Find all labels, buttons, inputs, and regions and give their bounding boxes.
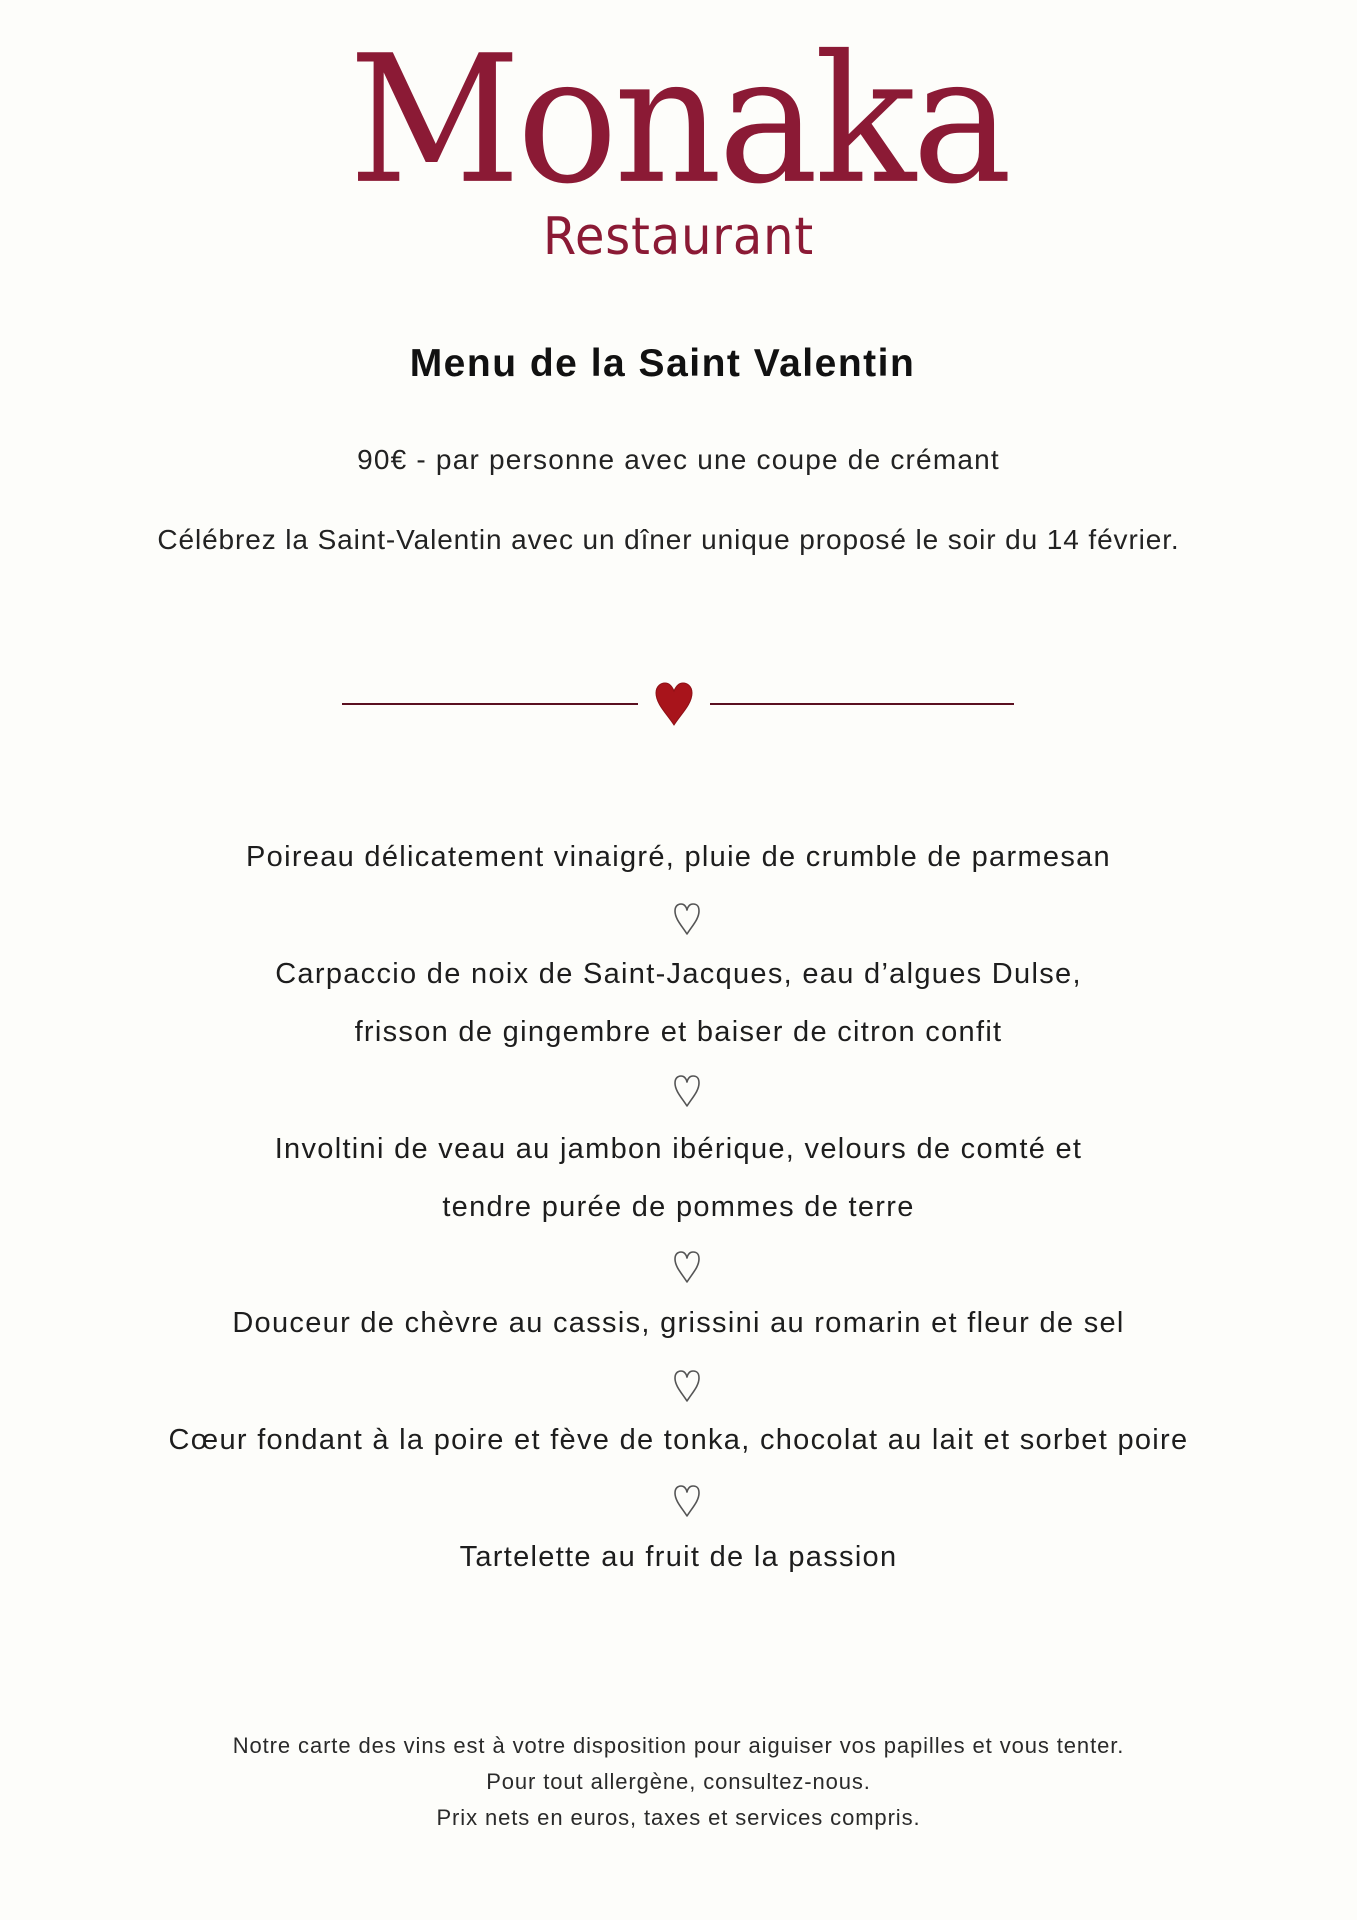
- footer-wine-note: Notre carte des vins est à votre disposition pour aiguiser vos papilles et vous tenter.: [232, 1733, 1125, 1758]
- course-2-line-2: frisson de gingembre et baiser de citron confit: [354, 1016, 1003, 1048]
- heart-outline-icon: [672, 1369, 702, 1403]
- heart-outline-icon: [672, 1484, 702, 1518]
- intro-text: Célébrez la Saint-Valentin avec un dîner unique proposé le soir du 14 février.: [157, 524, 1180, 555]
- course-2-line-1: Carpaccio de noix de Saint-Jacques, eau d’algues Dulse,: [275, 958, 1082, 990]
- heart-outline-icon: [672, 902, 702, 936]
- course-5-line-1: Cœur fondant à la poire et fève de tonka, chocolat au lait et sorbet poire: [168, 1424, 1189, 1456]
- course-3-line-2: tendre purée de pommes de terre: [442, 1191, 915, 1223]
- divider-line-right: [710, 703, 1014, 705]
- price-line: 90€ - par personne avec une coupe de crémant: [357, 444, 1000, 475]
- footer-allergen-note: Pour tout allergène, consultez-nous.: [486, 1769, 871, 1794]
- restaurant-logo-subtitle: Restaurant: [542, 207, 815, 267]
- divider-line-left: [342, 703, 638, 705]
- heart-outline-icon: [672, 1074, 702, 1108]
- course-6-line-1: Tartelette au fruit de la passion: [459, 1541, 898, 1573]
- heart-filled-icon: [653, 681, 695, 727]
- course-1-line-1: Poireau délicatement vinaigré, pluie de crumble de parmesan: [246, 841, 1111, 873]
- restaurant-logo-wordmark: [0, 17, 1357, 223]
- heart-outline-icon: [672, 1250, 702, 1284]
- logo-text: Monaka: [348, 17, 1009, 223]
- course-4-line-1: Douceur de chèvre au cassis, grissini au romarin et fleur de sel: [232, 1307, 1125, 1339]
- footer-price-note: Prix nets en euros, taxes et services compris.: [436, 1805, 921, 1830]
- course-3-line-1: Involtini de veau au jambon ibérique, velours de comté et: [274, 1133, 1083, 1165]
- menu-title: Menu de la Saint Valentin: [409, 342, 916, 385]
